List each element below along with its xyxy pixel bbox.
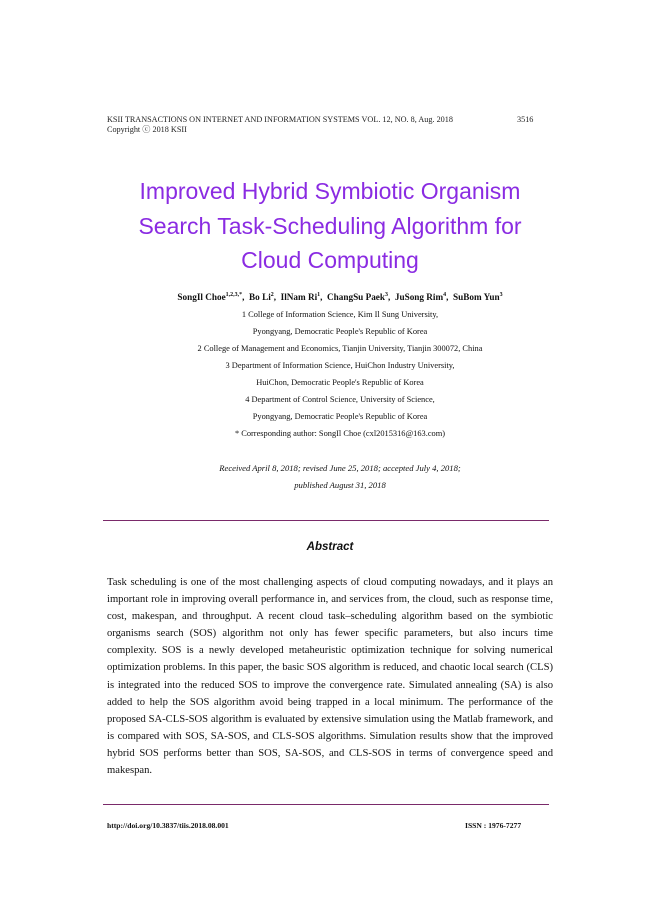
author-list: SongIl Choe$^{1,2,3,*}$, Bo Li$^2$, IlNam Ri$^1$, ChangSu Paek$^3$, JuSong Rim$^4$, SuBom Yun$^3$ — [177, 291, 503, 302]
divider-rule — [103, 520, 549, 521]
affiliation-line: 1 College of Information Science, Kim Il Sung University, — [241, 310, 439, 319]
divider-rule — [103, 804, 549, 805]
page-number: 3516 — [517, 115, 534, 124]
issn-label: ISSN : 1976-7277 — [465, 821, 522, 830]
abstract-heading: Abstract — [306, 541, 354, 553]
author-affiliation-mark: 1,2,3,* — [225, 291, 243, 298]
corresponding-author: * Corresponding author: SongIl Choe (cxl2015316@163.com) — [234, 429, 446, 438]
affiliation-line: HuiChon, Democratic People's Republic of Korea — [256, 378, 424, 387]
paper-title — [90, 174, 570, 278]
affiliation-line: 4 Department of Control Science, University of Science, — [245, 395, 435, 404]
doi-link[interactable]: http://doi.org/10.3837/tiis.2018.08.001 — [107, 821, 229, 830]
affiliation-line: Pyongyang, Democratic People's Republic of Korea — [252, 327, 428, 336]
abstract-body: Task scheduling is one of the most challenging aspects of cloud computing nowadays, and it plays an important role in improving overall performance in, and services from, the cloud, such as response time, cost, makespan, and throughput. A recent cloud task–scheduling algorithm based on the symbiotic organisms search (SOS) algorithm not only has fewer specific parameters, but also incurs time complexity. SOS is a newly developed metaheuristic optimization technique for solving numerical optimization problems. In this paper, the basic SOS algorithm is reduced, and chaotic local search (CLS) is integrated into the reduced SOS to improve the convergence rate. Simulated annealing (SA) is also added to help the SOS algorithm avoid being trapped in a local minimum. The performance of the proposed SA-CLS-SOS algorithm is evaluated by extensive simulation using the Matlab framework, and is compared with SOS, SA-SOS, and CLS-SOS algorithms. Simulation results show that the improved hybrid SOS performs better than SOS, SA-SOS, and CLS-SOS in terms of convergence speed and makespan. — [107, 577, 553, 777]
author-name: IlNam Ri — [280, 292, 318, 302]
published-date: published August 31, 2018 — [294, 480, 386, 490]
journal-header: KSII TRANSACTIONS ON INTERNET AND INFORMATION SYSTEMS VOL. 12, NO. 8, Aug. 2018 — [107, 115, 453, 124]
author-name: ChangSu Paek — [327, 292, 385, 302]
author-affiliation-mark: 3 — [384, 291, 388, 298]
author-name: SuBom Yun — [453, 292, 500, 302]
affiliation-line: 3 Department of Information Science, HuiChon Industry University, — [225, 361, 455, 370]
title-line: Search Task-Scheduling Algorithm for — [138, 212, 522, 239]
title-line: Cloud Computing — [241, 247, 419, 273]
author-name: Bo Li — [249, 292, 271, 302]
author-affiliation-mark: 1 — [317, 291, 321, 298]
author-affiliation-mark: 4 — [443, 291, 447, 298]
received-dates: Received April 8, 2018; revised June 25, 2018; accepted July 4, 2018; — [219, 463, 461, 473]
author-affiliation-mark: 2 — [270, 291, 274, 298]
copyright-line: Copyright ⓒ 2018 KSII — [107, 125, 187, 134]
title-line: Improved Hybrid Symbiotic Organism — [139, 178, 521, 204]
author-affiliation-mark: 3 — [499, 291, 503, 298]
author-name: SongIl Choe — [177, 292, 226, 302]
affiliation-line: Pyongyang, Democratic People's Republic of Korea — [252, 412, 428, 421]
affiliation-line: 2 College of Management and Economics, Tianjin University, Tianjin 300072, China — [197, 344, 483, 353]
author-name: JuSong Rim — [394, 292, 444, 302]
